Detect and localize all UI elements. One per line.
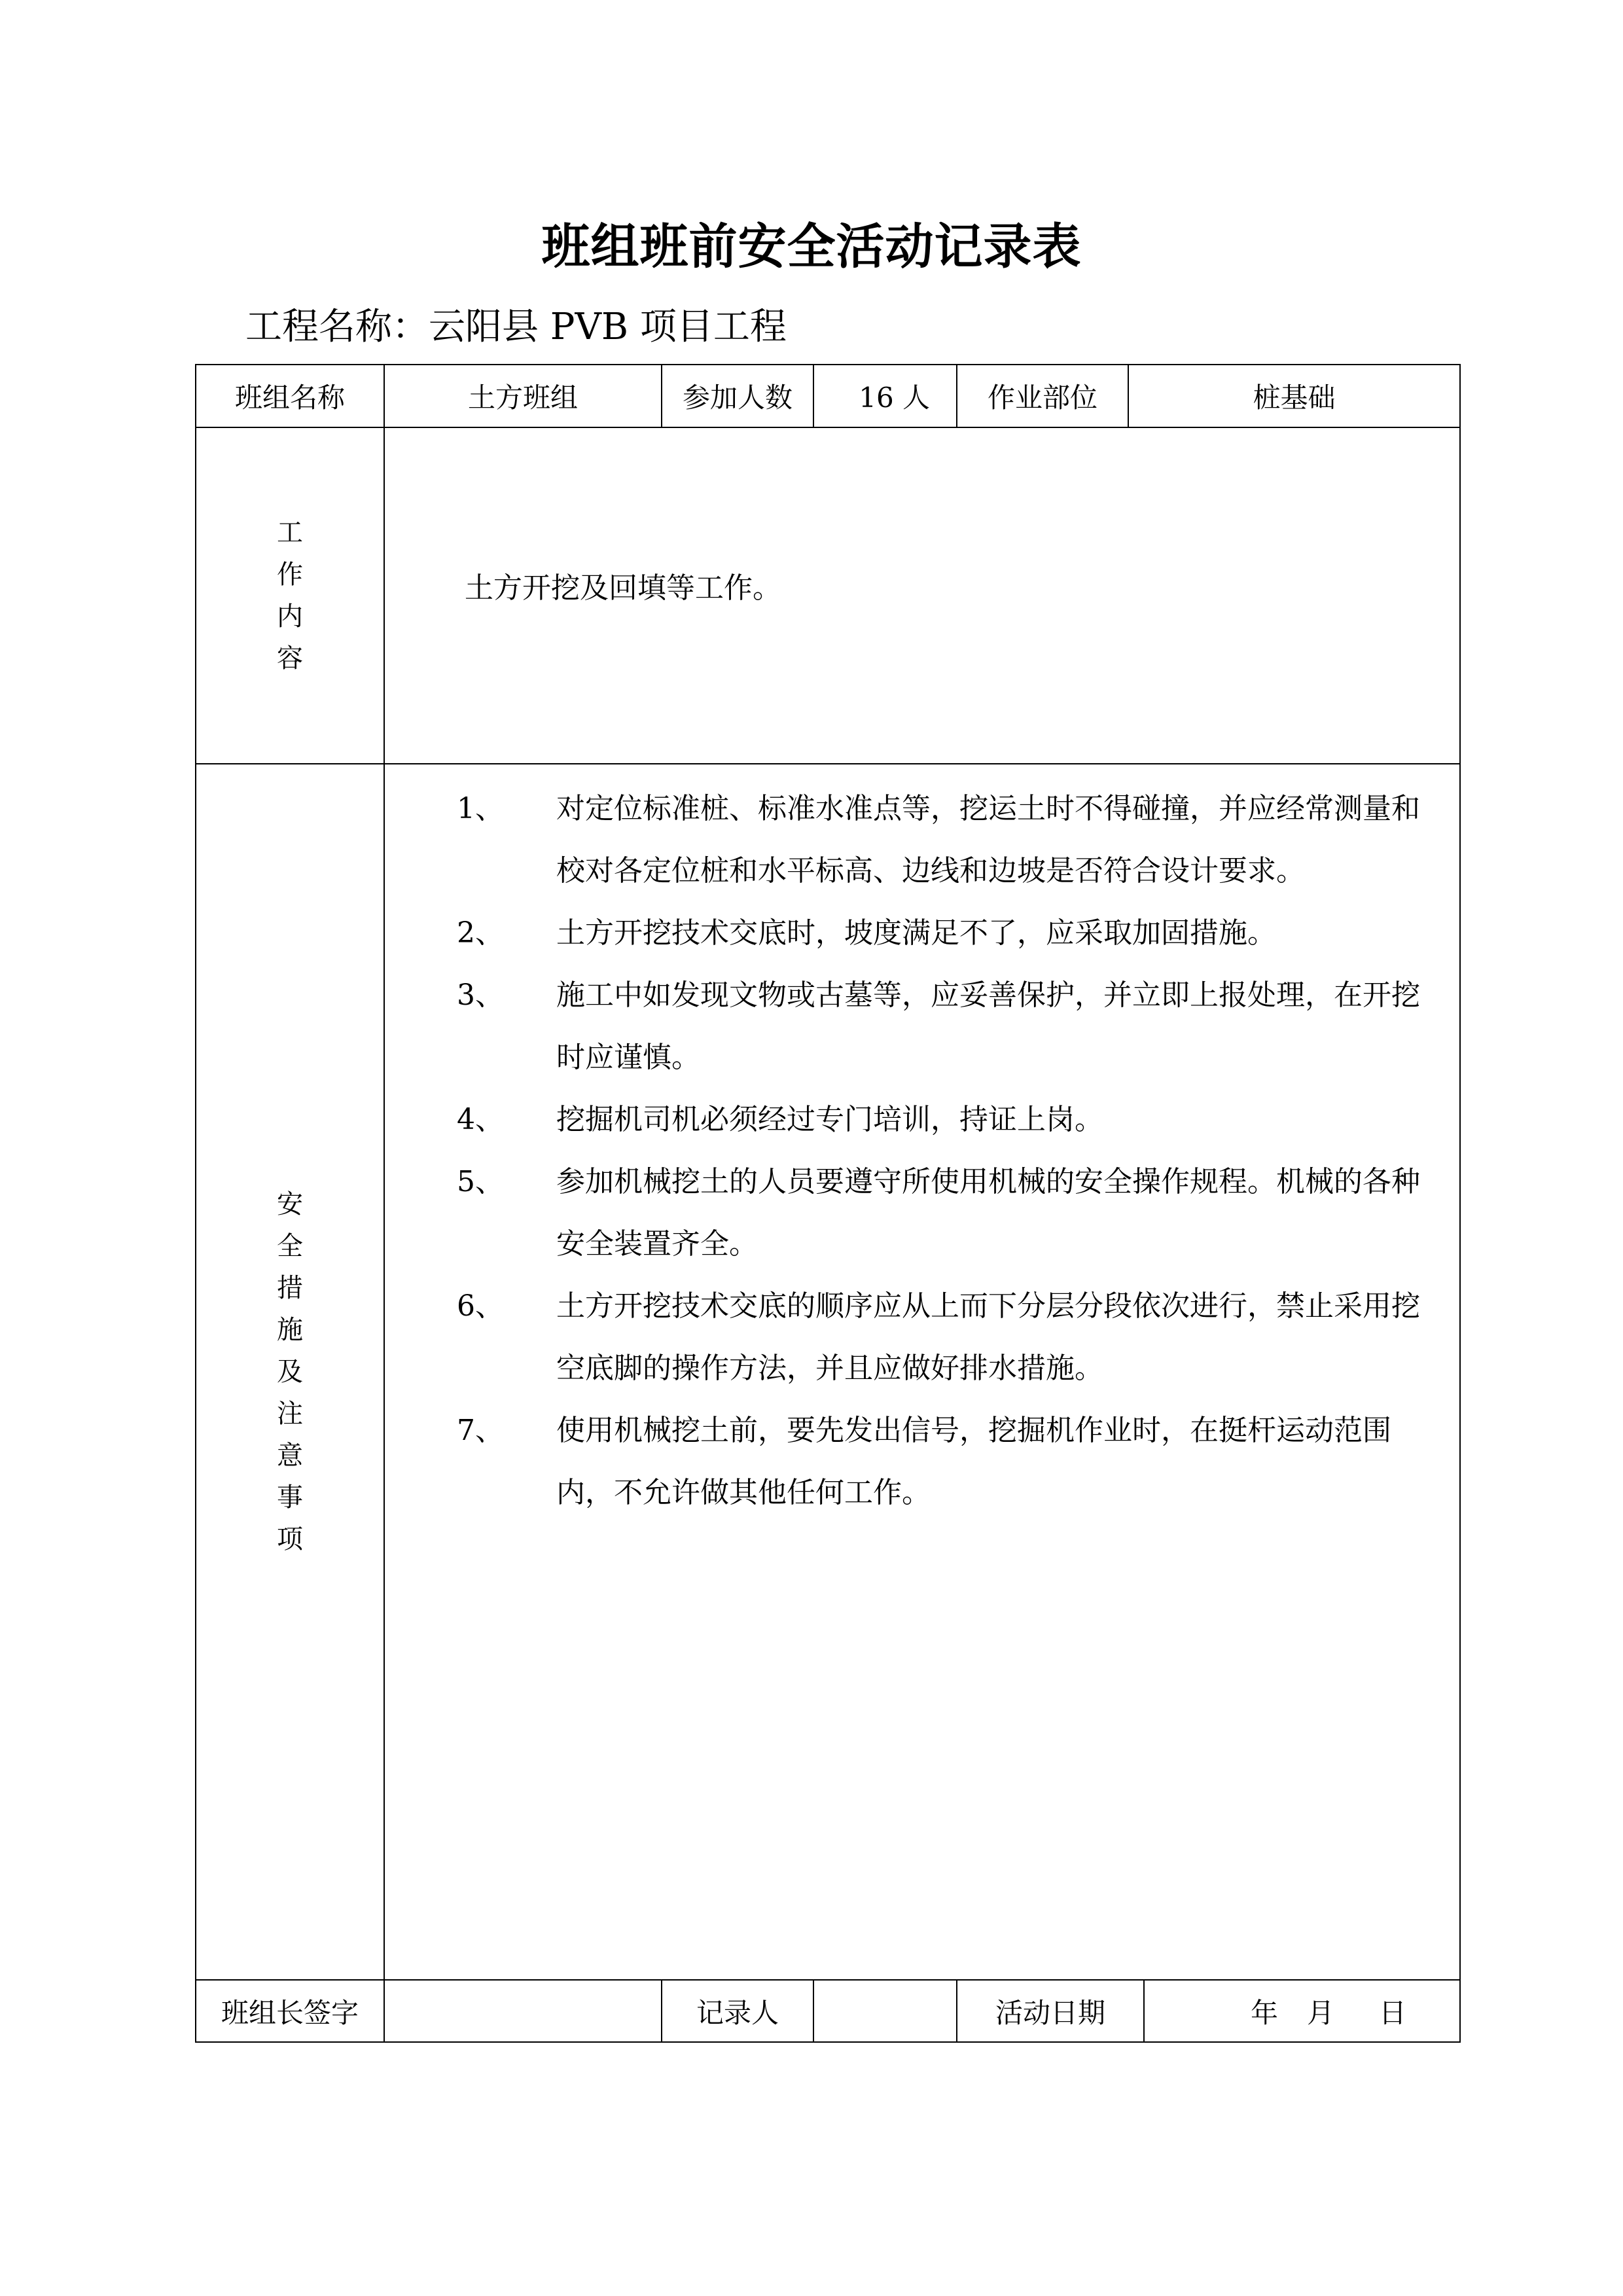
safety-item-text: 土方开挖技术交底的顺序应从上而下分层分段依次进行，禁止采用挖空底脚的操作方法，并且应做好排水措施。 <box>556 1289 1420 1385</box>
team-leader-signature-label: 班组长签字 <box>196 1980 384 2042</box>
safety-item <box>385 1088 1444 1151</box>
work-location-label: 作业部位 <box>957 365 1128 427</box>
participant-count-label: 参加人数 <box>662 365 813 427</box>
safety-item <box>385 1399 1444 1524</box>
activity-date-label: 活动日期 <box>957 1980 1144 2042</box>
participant-count-value[interactable]: 16 人 <box>813 365 957 427</box>
work-content-text[interactable]: 土方开挖及回填等工作。 <box>384 427 1460 764</box>
safety-item-number: 5、 <box>457 1165 504 1198</box>
safety-item <box>385 1275 1444 1399</box>
project-name-line <box>245 298 787 350</box>
activity-date-field[interactable] <box>1144 1980 1460 2042</box>
safety-item-number: 7、 <box>457 1414 504 1447</box>
safety-item <box>385 778 1444 902</box>
safety-item-text: 使用机械挖土前，要先发出信号，挖掘机作业时，在挺杆运动范围内，不允许做其他任何工作。 <box>556 1414 1391 1509</box>
form-title: 班组班前安全活动记录表 <box>541 219 1082 275</box>
safety-item <box>385 964 1444 1088</box>
recorder-label: 记录人 <box>662 1980 813 2042</box>
safety-item-text: 参加机械挖土的人员要遵守所使用机械的安全操作规程。机械的各种安全装置齐全。 <box>556 1165 1420 1261</box>
work-content-label-cell <box>196 427 384 764</box>
date-day-label: 日 <box>1379 1996 1407 2029</box>
team-name-label: 班组名称 <box>196 365 384 427</box>
recorder-field[interactable] <box>813 1980 957 2042</box>
safety-item-text: 土方开挖技术交底时，坡度满足不了，应采取加固措施。 <box>556 916 1276 950</box>
activity-record-table <box>195 364 1461 2043</box>
work-content-label: 工 作 内 容 <box>277 518 303 673</box>
date-month-label: 月 <box>1307 1996 1335 2029</box>
work-location-value[interactable]: 桩基础 <box>1128 365 1460 427</box>
safety-measures-row <box>196 764 1460 1980</box>
safety-item <box>385 1151 1444 1275</box>
date-year-label: 年 <box>1251 1996 1279 2029</box>
safety-measures-label: 安 全 措 施 及 注 意 事 项 <box>277 1189 303 1554</box>
safety-item <box>385 902 1444 964</box>
safety-item-number: 3、 <box>457 978 504 1012</box>
safety-item-number: 6、 <box>457 1289 504 1323</box>
safety-item-number: 2、 <box>457 916 504 950</box>
signature-row <box>196 1980 1460 2042</box>
project-name-label: 工程名称： <box>245 306 429 348</box>
project-name-value: 云阳县 PVB 项目工程 <box>429 306 787 348</box>
safety-item-text: 对定位标准桩、标准水准点等，挖运土时不得碰撞，并应经常测量和校对各定位桩和水平标高、边线和边坡是否符合设计要求。 <box>556 792 1420 888</box>
safety-measures-label-cell <box>196 764 384 1980</box>
safety-item-number: 1、 <box>457 792 504 825</box>
team-name-value[interactable]: 土方班组 <box>384 365 662 427</box>
team-leader-signature-field[interactable] <box>384 1980 662 2042</box>
safety-item-text: 施工中如发现文物或古墓等，应妥善保护，并立即上报处理，在开挖时应谨慎。 <box>556 978 1420 1074</box>
header-row <box>196 365 1460 427</box>
safety-measures-list[interactable] <box>384 764 1460 1980</box>
safety-item-text: 挖掘机司机必须经过专门培训，持证上岗。 <box>556 1103 1103 1136</box>
safety-item-number: 4、 <box>457 1103 504 1136</box>
work-content-row <box>196 427 1460 764</box>
